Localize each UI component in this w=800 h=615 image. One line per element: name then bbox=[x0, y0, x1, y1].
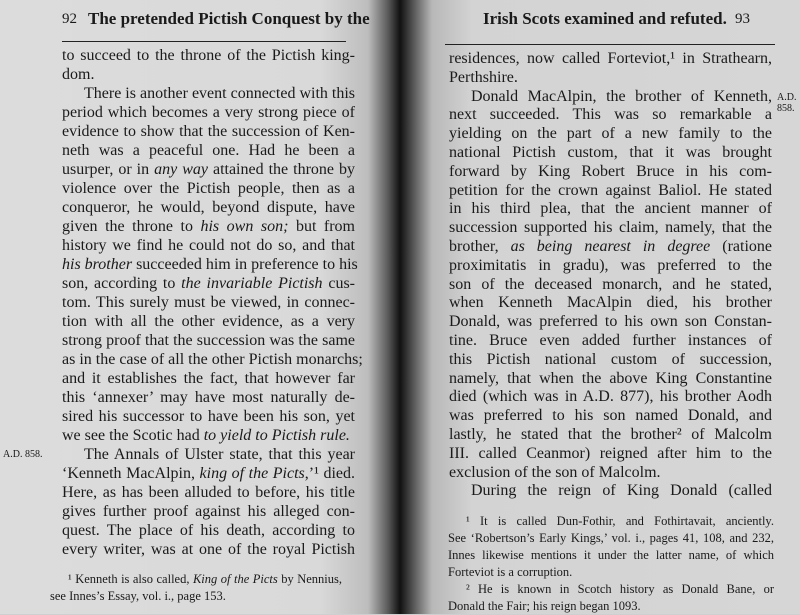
text-line: dom. bbox=[62, 66, 95, 83]
text-line: yielding on the part of a new family to the bbox=[449, 125, 772, 143]
text-line: ‘Kenneth MacAlpin, king of the Picts,’¹ died. bbox=[62, 465, 356, 482]
footnote-line: Innes likewise mentions it under the latter name, of which bbox=[448, 548, 774, 562]
text-line: neth was a peaceful one. Had he been a bbox=[62, 142, 355, 159]
text-line: every writer, was at one of the royal Pictish bbox=[62, 541, 355, 558]
text-line: period which becomes a very strong piece of bbox=[62, 104, 355, 121]
footnotes bbox=[50, 571, 342, 605]
footnote-line: ¹ Kenneth is also called, King of the Picts by Nennius, bbox=[68, 572, 342, 586]
text-line: The Annals of Ulster state, that this year bbox=[84, 446, 355, 463]
footnote-line: ² He is known in Scotch history as Donald Bane, or bbox=[466, 582, 774, 596]
text-line: conqueror, he would, beyond dispute, have bbox=[62, 199, 355, 216]
text-line: as in the case of all the other Pictish monarchs; bbox=[62, 351, 363, 368]
footnotes bbox=[448, 513, 774, 615]
text-line: son of the deceased monarch, and he stated, bbox=[449, 275, 772, 293]
text-line: was preferred to his son named Donald, and bbox=[449, 407, 772, 425]
text-line: There is another event connected with this bbox=[84, 85, 356, 102]
text-line: Perthshire. bbox=[449, 68, 518, 86]
italic-text: his own son; bbox=[200, 218, 289, 235]
italic-text: his brother bbox=[62, 256, 133, 273]
text-line: lastly, he stated that the brother² of Malcolm bbox=[449, 425, 772, 443]
text-line: residences, now called Forteviot,¹ in Strathearn, bbox=[449, 50, 772, 67]
text-line: this Pictish national custom of succession, bbox=[449, 350, 772, 368]
footnote-line: Donald the Fair; his reign began 1093. bbox=[448, 599, 641, 613]
text-line: died (which was in A.D. 877), his brother Aodh bbox=[449, 388, 772, 406]
italic-text: King of the Picts bbox=[192, 572, 278, 586]
italic-text: as being nearest in degree bbox=[510, 237, 711, 255]
text-line: III. called Ceanmor) reigned after him to the bbox=[449, 444, 772, 462]
italic-text: any way bbox=[154, 161, 208, 178]
text-line: usurper, or in any way attained the throne by bbox=[62, 161, 355, 178]
italic-text: king of the Picts bbox=[199, 465, 305, 482]
text-line: During the reign of King Donald (called bbox=[471, 482, 772, 500]
text-line: history we find he could not do so, and that bbox=[62, 237, 355, 254]
text-line: brother, as being nearest in degree (ratione bbox=[449, 237, 773, 255]
text-line: given the throne to his own son; but from bbox=[62, 218, 355, 235]
footnote-line: ¹ It is called Dun-Fothir, and Fothirtavait, anciently. bbox=[466, 514, 774, 528]
footnote-line: See ‘Robertson’s Early Kings,’ vol. i., pages 41, 108, and 232, bbox=[448, 531, 774, 545]
text-line: succession supported his claim, namely, that the bbox=[449, 219, 772, 237]
page-number: 93 bbox=[735, 11, 750, 27]
text-line: Donald, was preferred to his own son Constan- bbox=[449, 313, 772, 331]
text-line: and it establishes the fact, that however far bbox=[62, 370, 355, 387]
text-line: forward by King Robert Bruce in his com- bbox=[449, 162, 772, 180]
text-line: when Kenneth MacAlpin died, his brother bbox=[449, 294, 772, 312]
text-line: next succeeded. This was so remarkable a bbox=[449, 106, 772, 124]
left-page bbox=[0, 0, 400, 614]
text-line: tine. Bruce even added further instances of bbox=[449, 331, 772, 349]
text-line: proximitatis in gradu), was preferred to the bbox=[449, 256, 772, 274]
text-line: gives further proof against his alleged con- bbox=[62, 503, 355, 520]
text-line: Donald MacAlpin, the brother of Kenneth, bbox=[471, 87, 772, 105]
text-line: his brother succeeded him in preference to his bbox=[62, 256, 358, 273]
text-line: national Pictish custom, that it was brought bbox=[449, 143, 772, 161]
text-line: petition for the crown against Baliol. He stated bbox=[449, 181, 772, 199]
text-line: exclusion of the son of Malcolm. bbox=[449, 463, 661, 481]
footnote-line: Forteviot is a corruption. bbox=[448, 565, 573, 579]
margin-note: A.D. 858. bbox=[777, 91, 797, 114]
text-line: to succeed to the throne of the Pictish king- bbox=[62, 47, 355, 64]
text-line: this ‘annexer’ may have most naturally de- bbox=[62, 389, 355, 406]
margin-note: A.D. 858. bbox=[3, 449, 43, 460]
body-text bbox=[62, 46, 363, 559]
text-line: tom. This surely must be viewed, in connec- bbox=[62, 294, 355, 311]
text-line: son, according to the invariable Pictish cus- bbox=[62, 275, 356, 292]
right-page bbox=[400, 0, 800, 614]
text-line: evidence to show that the succession of Ken- bbox=[62, 123, 355, 140]
footnote-line: see Innes’s Essay, vol. i., page 153. bbox=[50, 589, 226, 603]
italic-text: the invariable Pictish bbox=[181, 275, 323, 292]
text-line: sired his successor to have been his son, yet bbox=[62, 408, 355, 425]
text-line: violence over the Pictish people, then as a bbox=[62, 180, 355, 197]
header-rule bbox=[62, 41, 346, 42]
text-line: in his third plea, that the ancient manner of bbox=[449, 200, 772, 218]
text-line: we see the Scotic had to yield to Pictish rule. bbox=[62, 427, 350, 444]
page-number: 92 bbox=[62, 11, 77, 27]
body-text bbox=[449, 50, 772, 501]
running-title: Irish Scots examined and refuted. bbox=[483, 9, 727, 28]
italic-text: to yield to Pictish rule. bbox=[203, 427, 350, 444]
text-line: quest. The place of his death, according to bbox=[62, 522, 355, 539]
text-line: strong proof that the succession was the same bbox=[62, 332, 355, 349]
text-line: namely, that when the above King Constantine bbox=[449, 369, 772, 387]
text-line: tion with all the other evidence, as a very bbox=[62, 313, 355, 330]
running-title: The pretended Pictish Conquest by the bbox=[88, 9, 370, 28]
text-line: Here, as has been alluded to before, his title bbox=[62, 484, 355, 501]
header-rule bbox=[445, 44, 775, 45]
